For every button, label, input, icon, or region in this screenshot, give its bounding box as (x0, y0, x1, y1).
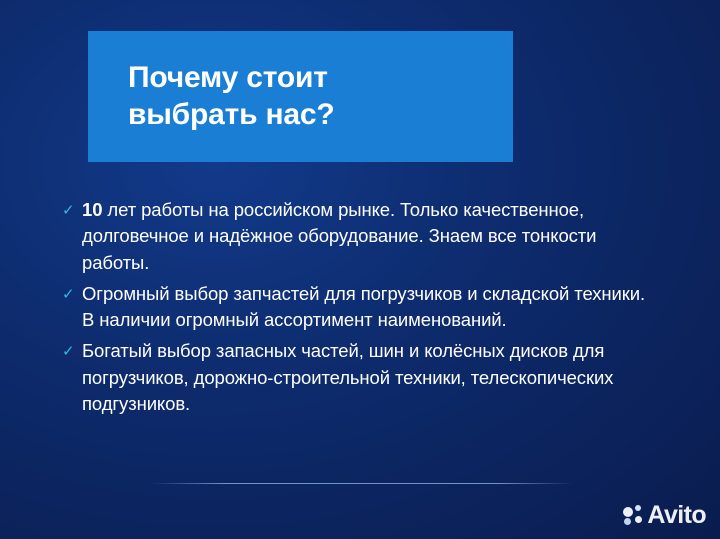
list-item-text (82, 197, 662, 276)
bullet-list (62, 197, 662, 422)
avito-dots-logo-icon (623, 505, 644, 526)
list-item-lead: 10 (82, 199, 103, 220)
list-item-text (82, 338, 662, 417)
check-icon: ✓ (62, 285, 75, 303)
check-icon: ✓ (62, 202, 75, 219)
list-item-text (82, 281, 662, 334)
list-item (62, 197, 662, 276)
avito-watermark-label: Avito (647, 501, 706, 529)
check-icon: ✓ (62, 343, 75, 361)
list-item-body: лет работы на российском рынке. Только качественное, долговечное и надёжное оборудование. Знаем все тонкости работы. (82, 199, 597, 273)
list-item (62, 281, 662, 334)
list-item-body: Богатый выбор запасных частей, шин и колёсных дисков для погрузчиков, дорожно-строительной техники, телескопических подгузников. (82, 340, 614, 414)
list-item (62, 338, 662, 417)
title-block (88, 31, 513, 162)
list-item-body: Огромный выбор запчастей для погрузчиков и складской техники. В наличии огромный ассортимент наименований. (82, 282, 646, 331)
title-line-2: выбрать нас? (128, 97, 335, 131)
divider (150, 483, 574, 484)
title-line-1: Почему стоит (128, 60, 328, 94)
avito-watermark (623, 501, 706, 530)
